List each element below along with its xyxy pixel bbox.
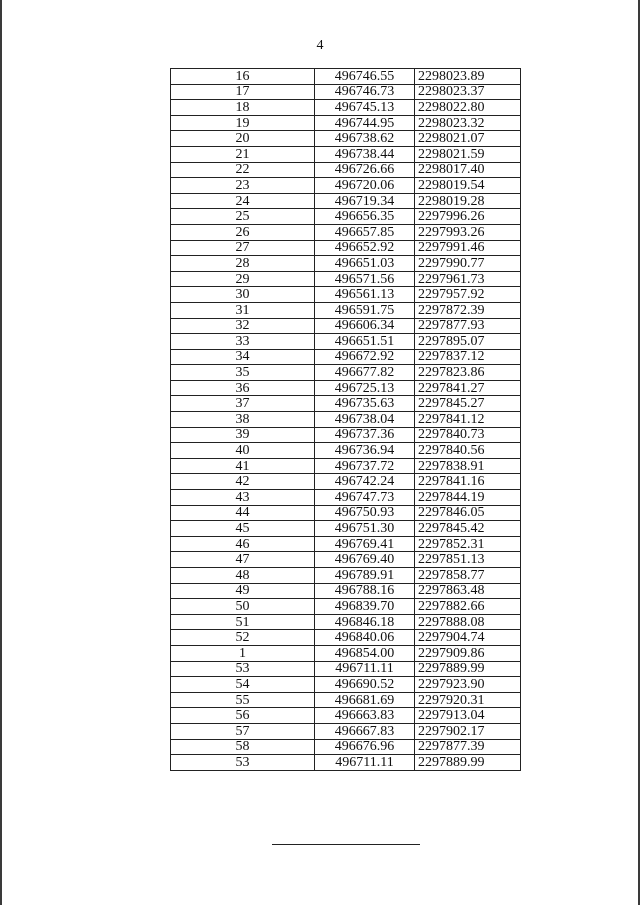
y-coordinate-cell: 2297877.39 xyxy=(415,739,521,755)
y-coordinate-cell: 2297851.13 xyxy=(415,552,521,568)
table-row xyxy=(171,521,521,537)
y-coordinate-cell: 2297902.17 xyxy=(415,723,521,739)
table-row xyxy=(171,739,521,755)
table-row xyxy=(171,256,521,272)
y-coordinate-cell: 2297840.73 xyxy=(415,427,521,443)
point-number-cell: 54 xyxy=(171,677,315,693)
x-coordinate-cell: 496606.34 xyxy=(315,318,415,334)
y-coordinate-cell: 2298023.32 xyxy=(415,115,521,131)
table-row xyxy=(171,677,521,693)
y-coordinate-cell: 2298021.07 xyxy=(415,131,521,147)
point-number-cell: 22 xyxy=(171,162,315,178)
y-coordinate-cell: 2297852.31 xyxy=(415,536,521,552)
x-coordinate-cell: 496750.93 xyxy=(315,505,415,521)
point-number-cell: 35 xyxy=(171,365,315,381)
y-coordinate-cell: 2297823.86 xyxy=(415,365,521,381)
y-coordinate-cell: 2297961.73 xyxy=(415,271,521,287)
y-coordinate-cell: 2297846.05 xyxy=(415,505,521,521)
y-coordinate-cell: 2297895.07 xyxy=(415,334,521,350)
point-number-cell: 19 xyxy=(171,115,315,131)
y-coordinate-cell: 2297882.66 xyxy=(415,599,521,615)
y-coordinate-cell: 2297957.92 xyxy=(415,287,521,303)
point-number-cell: 36 xyxy=(171,380,315,396)
table-row xyxy=(171,443,521,459)
table-row xyxy=(171,692,521,708)
x-coordinate-cell: 496840.06 xyxy=(315,630,415,646)
coordinates-table xyxy=(170,68,521,771)
x-coordinate-cell: 496591.75 xyxy=(315,302,415,318)
x-coordinate-cell: 496746.73 xyxy=(315,84,415,100)
point-number-cell: 34 xyxy=(171,349,315,365)
point-number-cell: 56 xyxy=(171,708,315,724)
table-row xyxy=(171,661,521,677)
point-number-cell: 53 xyxy=(171,755,315,771)
table-row xyxy=(171,490,521,506)
y-coordinate-cell: 2297845.42 xyxy=(415,521,521,537)
table-row xyxy=(171,396,521,412)
point-number-cell: 1 xyxy=(171,645,315,661)
x-coordinate-cell: 496681.69 xyxy=(315,692,415,708)
y-coordinate-cell: 2297991.46 xyxy=(415,240,521,256)
table-row xyxy=(171,380,521,396)
x-coordinate-cell: 496769.40 xyxy=(315,552,415,568)
x-coordinate-cell: 496789.91 xyxy=(315,568,415,584)
y-coordinate-cell: 2297996.26 xyxy=(415,209,521,225)
table-row xyxy=(171,365,521,381)
x-coordinate-cell: 496745.13 xyxy=(315,100,415,116)
x-coordinate-cell: 496690.52 xyxy=(315,677,415,693)
table-row xyxy=(171,708,521,724)
y-coordinate-cell: 2297888.08 xyxy=(415,614,521,630)
point-number-cell: 26 xyxy=(171,224,315,240)
point-number-cell: 20 xyxy=(171,131,315,147)
y-coordinate-cell: 2297889.99 xyxy=(415,755,521,771)
table-row xyxy=(171,84,521,100)
point-number-cell: 23 xyxy=(171,178,315,194)
y-coordinate-cell: 2298021.59 xyxy=(415,146,521,162)
point-number-cell: 44 xyxy=(171,505,315,521)
coordinates-table-body xyxy=(171,69,521,771)
point-number-cell: 39 xyxy=(171,427,315,443)
x-coordinate-cell: 496676.96 xyxy=(315,739,415,755)
table-row xyxy=(171,193,521,209)
x-coordinate-cell: 496846.18 xyxy=(315,614,415,630)
table-row xyxy=(171,131,521,147)
y-coordinate-cell: 2297909.86 xyxy=(415,645,521,661)
table-row xyxy=(171,162,521,178)
table-row xyxy=(171,645,521,661)
point-number-cell: 17 xyxy=(171,84,315,100)
point-number-cell: 50 xyxy=(171,599,315,615)
table-row xyxy=(171,318,521,334)
table-row xyxy=(171,723,521,739)
x-coordinate-cell: 496751.30 xyxy=(315,521,415,537)
y-coordinate-cell: 2297845.27 xyxy=(415,396,521,412)
y-coordinate-cell: 2297841.12 xyxy=(415,412,521,428)
point-number-cell: 48 xyxy=(171,568,315,584)
point-number-cell: 31 xyxy=(171,302,315,318)
table-row xyxy=(171,209,521,225)
x-coordinate-cell: 496747.73 xyxy=(315,490,415,506)
table-row xyxy=(171,505,521,521)
table-row xyxy=(171,271,521,287)
table-row xyxy=(171,334,521,350)
table-row xyxy=(171,568,521,584)
table-row xyxy=(171,349,521,365)
table-row xyxy=(171,458,521,474)
point-number-cell: 49 xyxy=(171,583,315,599)
point-number-cell: 18 xyxy=(171,100,315,116)
point-number-cell: 42 xyxy=(171,474,315,490)
x-coordinate-cell: 496769.41 xyxy=(315,536,415,552)
table-row xyxy=(171,240,521,256)
x-coordinate-cell: 496854.00 xyxy=(315,645,415,661)
point-number-cell: 27 xyxy=(171,240,315,256)
point-number-cell: 57 xyxy=(171,723,315,739)
x-coordinate-cell: 496738.62 xyxy=(315,131,415,147)
table-row xyxy=(171,599,521,615)
x-coordinate-cell: 496738.44 xyxy=(315,146,415,162)
table-row xyxy=(171,427,521,443)
point-number-cell: 33 xyxy=(171,334,315,350)
point-number-cell: 38 xyxy=(171,412,315,428)
y-coordinate-cell: 2297990.77 xyxy=(415,256,521,272)
point-number-cell: 58 xyxy=(171,739,315,755)
y-coordinate-cell: 2298017.40 xyxy=(415,162,521,178)
table-row xyxy=(171,224,521,240)
x-coordinate-cell: 496725.13 xyxy=(315,380,415,396)
x-coordinate-cell: 496711.11 xyxy=(315,755,415,771)
table-row xyxy=(171,614,521,630)
point-number-cell: 43 xyxy=(171,490,315,506)
y-coordinate-cell: 2297877.93 xyxy=(415,318,521,334)
point-number-cell: 46 xyxy=(171,536,315,552)
x-coordinate-cell: 496677.82 xyxy=(315,365,415,381)
x-coordinate-cell: 496737.72 xyxy=(315,458,415,474)
y-coordinate-cell: 2297993.26 xyxy=(415,224,521,240)
y-coordinate-cell: 2297841.27 xyxy=(415,380,521,396)
page-number: 4 xyxy=(316,38,324,53)
table-row xyxy=(171,115,521,131)
x-coordinate-cell: 496738.04 xyxy=(315,412,415,428)
x-coordinate-cell: 496839.70 xyxy=(315,599,415,615)
x-coordinate-cell: 496737.36 xyxy=(315,427,415,443)
table-row xyxy=(171,755,521,771)
x-coordinate-cell: 496651.03 xyxy=(315,256,415,272)
y-coordinate-cell: 2297913.04 xyxy=(415,708,521,724)
y-coordinate-cell: 2298023.37 xyxy=(415,84,521,100)
table-row xyxy=(171,412,521,428)
x-coordinate-cell: 496667.83 xyxy=(315,723,415,739)
point-number-cell: 37 xyxy=(171,396,315,412)
point-number-cell: 21 xyxy=(171,146,315,162)
point-number-cell: 40 xyxy=(171,443,315,459)
x-coordinate-cell: 496561.13 xyxy=(315,287,415,303)
table-row xyxy=(171,302,521,318)
x-coordinate-cell: 496720.06 xyxy=(315,178,415,194)
y-coordinate-cell: 2297920.31 xyxy=(415,692,521,708)
x-coordinate-cell: 496788.16 xyxy=(315,583,415,599)
point-number-cell: 53 xyxy=(171,661,315,677)
y-coordinate-cell: 2297923.90 xyxy=(415,677,521,693)
table-row xyxy=(171,536,521,552)
table-row xyxy=(171,474,521,490)
point-number-cell: 25 xyxy=(171,209,315,225)
point-number-cell: 29 xyxy=(171,271,315,287)
x-coordinate-cell: 496571.56 xyxy=(315,271,415,287)
x-coordinate-cell: 496726.66 xyxy=(315,162,415,178)
x-coordinate-cell: 496651.51 xyxy=(315,334,415,350)
point-number-cell: 28 xyxy=(171,256,315,272)
y-coordinate-cell: 2297844.19 xyxy=(415,490,521,506)
y-coordinate-cell: 2297863.48 xyxy=(415,583,521,599)
y-coordinate-cell: 2297840.56 xyxy=(415,443,521,459)
point-number-cell: 51 xyxy=(171,614,315,630)
table-row xyxy=(171,100,521,116)
point-number-cell: 16 xyxy=(171,69,315,85)
x-coordinate-cell: 496711.11 xyxy=(315,661,415,677)
x-coordinate-cell: 496742.24 xyxy=(315,474,415,490)
point-number-cell: 47 xyxy=(171,552,315,568)
x-coordinate-cell: 496656.35 xyxy=(315,209,415,225)
y-coordinate-cell: 2298023.89 xyxy=(415,69,521,85)
point-number-cell: 41 xyxy=(171,458,315,474)
page-edge-left xyxy=(0,0,2,905)
y-coordinate-cell: 2298019.54 xyxy=(415,178,521,194)
x-coordinate-cell: 496744.95 xyxy=(315,115,415,131)
point-number-cell: 52 xyxy=(171,630,315,646)
y-coordinate-cell: 2297904.74 xyxy=(415,630,521,646)
y-coordinate-cell: 2298019.28 xyxy=(415,193,521,209)
table-row xyxy=(171,178,521,194)
y-coordinate-cell: 2297837.12 xyxy=(415,349,521,365)
table-row xyxy=(171,630,521,646)
table-row xyxy=(171,583,521,599)
point-number-cell: 30 xyxy=(171,287,315,303)
x-coordinate-cell: 496657.85 xyxy=(315,224,415,240)
x-coordinate-cell: 496735.63 xyxy=(315,396,415,412)
y-coordinate-cell: 2297841.16 xyxy=(415,474,521,490)
table-row xyxy=(171,146,521,162)
y-coordinate-cell: 2297872.39 xyxy=(415,302,521,318)
x-coordinate-cell: 496746.55 xyxy=(315,69,415,85)
x-coordinate-cell: 496672.92 xyxy=(315,349,415,365)
x-coordinate-cell: 496719.34 xyxy=(315,193,415,209)
y-coordinate-cell: 2298022.80 xyxy=(415,100,521,116)
x-coordinate-cell: 496652.92 xyxy=(315,240,415,256)
point-number-cell: 32 xyxy=(171,318,315,334)
table-row xyxy=(171,552,521,568)
point-number-cell: 24 xyxy=(171,193,315,209)
y-coordinate-cell: 2297889.99 xyxy=(415,661,521,677)
footer-rule xyxy=(272,844,420,845)
y-coordinate-cell: 2297838.91 xyxy=(415,458,521,474)
table-row xyxy=(171,287,521,303)
table-row xyxy=(171,69,521,85)
point-number-cell: 45 xyxy=(171,521,315,537)
point-number-cell: 55 xyxy=(171,692,315,708)
y-coordinate-cell: 2297858.77 xyxy=(415,568,521,584)
x-coordinate-cell: 496736.94 xyxy=(315,443,415,459)
x-coordinate-cell: 496663.83 xyxy=(315,708,415,724)
